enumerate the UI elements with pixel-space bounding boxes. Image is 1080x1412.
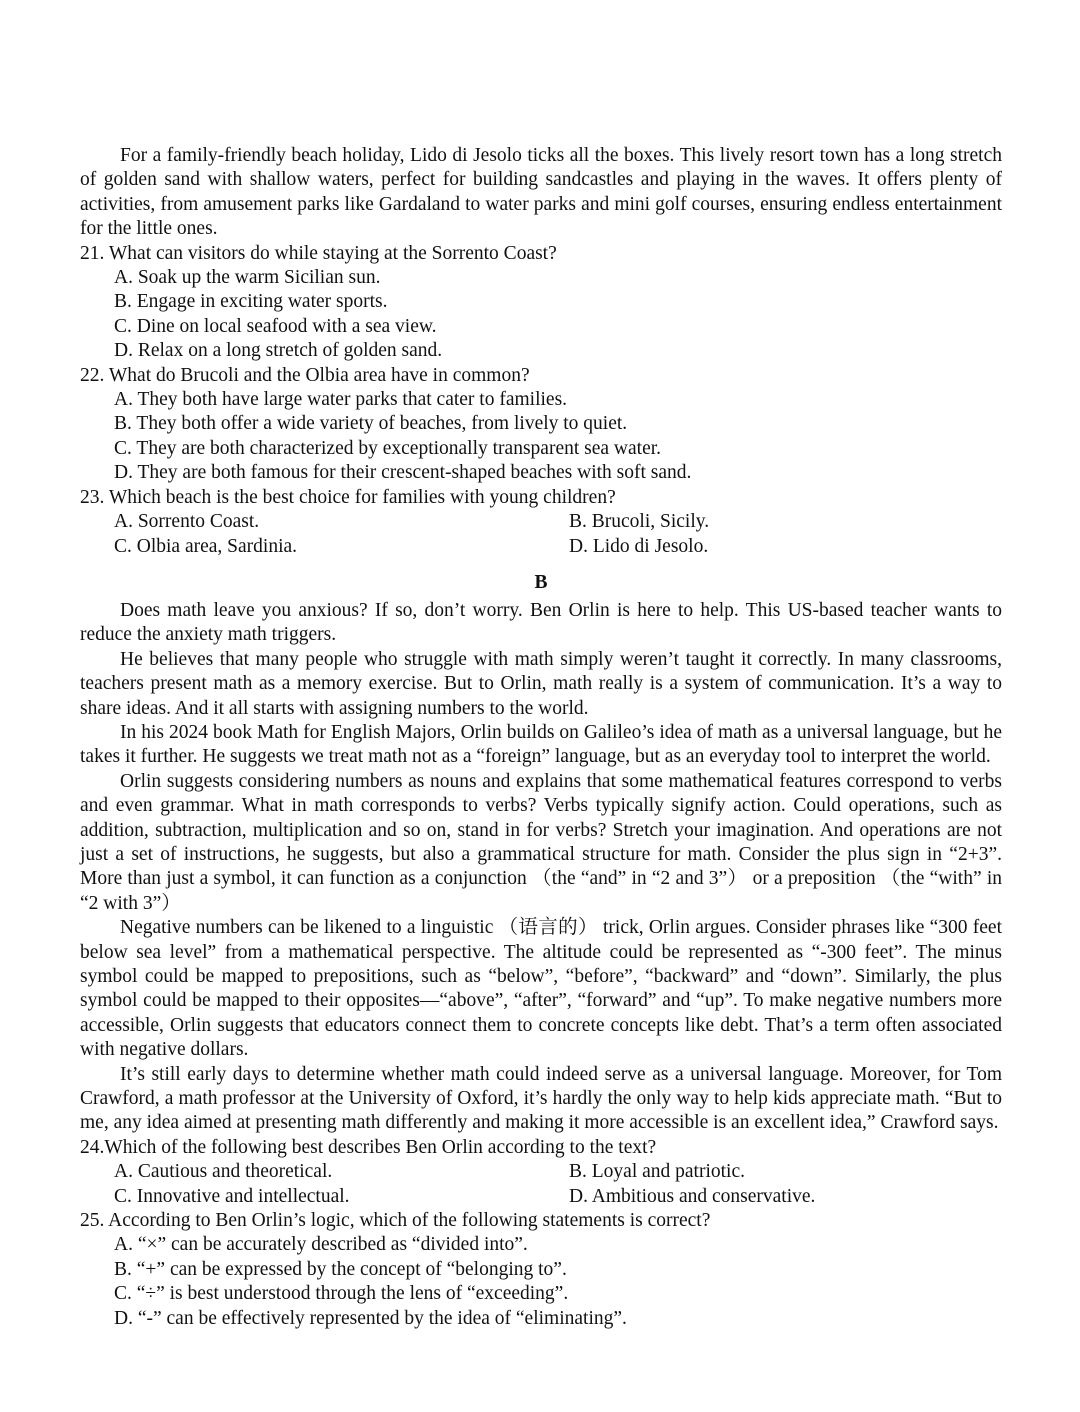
option-b: B. Brucoli, Sicily. [569,511,710,533]
option-d: D. “-” can be effectively represented by the idea of “eliminating”. [114,1307,627,1329]
question-stem: 24.Which of the following best describes Ben Orlin according to the text? [80,1136,657,1158]
option-a: A. “×” can be accurately described as “divided into”. [114,1234,528,1256]
option-c: C. Innovative and intellectual. [114,1185,350,1207]
section-b-paragraph: Negative numbers can be likened to a linguistic （语言的） trick, Orlin argues. Consider phrases like “300 feet below sea level” from a mathematical perspective. The altitude could be represented as “-300 feet”. The minus symbol could be mapped to prepositions, such as “below”, “before”, “backward” and “down”. Similarly, the plus symbol could be mapped to their opposites—“above”, “after”, “forward” and “up”. To make negative numbers more accessible, Orlin suggests that educators connect them to concrete concepts like debt. That’s a term often associated with negative dollars. [80,917,1002,1061]
option-c: C. They are both characterized by exceptionally transparent sea water. [114,437,662,459]
question-25 [80,1209,1002,1331]
option-c: C. Olbia area, Sardinia. [114,535,298,557]
section-b-title: B [534,571,548,593]
option-a: A. Sorrento Coast. [114,511,260,533]
question-stem: 25. According to Ben Orlin’s logic, which of the following statements is correct? [80,1210,711,1232]
option-d: D. Lido di Jesolo. [569,535,709,557]
option-c: C. Dine on local seafood with a sea view. [114,315,437,337]
option-d: D. They are both famous for their crescent-shaped beaches with soft sand. [114,462,692,484]
question-stem: 23. Which beach is the best choice for families with young children? [80,486,616,508]
section-b-paragraph: It’s still early days to determine whether math could indeed serve as a universal language. Moreover, for Tom Crawford, a math professor at the University of Oxford, it’s hardly the only way to help kids appreciate math. “But to me, any idea aimed at presenting math differently and making it more accessible is an excellent idea,” Crawford says. [80,1063,1002,1134]
option-row [114,1185,1002,1209]
option-d: D. Ambitious and conservative. [569,1185,816,1207]
section-b-paragraph: Orlin suggests considering numbers as nouns and explains that some mathematical features correspond to verbs and even grammar. What in math corresponds to verbs? Verbs typically signify action. Could operations, such as addition, subtraction, multiplication and so on, stand in for verbs? Stretch your imagination. And operations are not just a set of instructions, he suggests, but also a grammatical structure for math. Consider the plus sign in “2+3”. More than just a symbol, it can function as a conjunction （the “and” in “2 and 3”） or a preposition （the “with” in “2 with 3”） [80,770,1002,914]
question-stem: 21. What can visitors do while staying at the Sorrento Coast? [80,242,557,264]
option-b: B. Loyal and patriotic. [569,1161,745,1183]
question-24 [80,1136,1002,1209]
question-22 [80,364,1002,486]
section-b-paragraph: Does math leave you anxious? If so, don’t worry. Ben Orlin is here to help. This US-based teacher wants to reduce the anxiety math triggers. [80,599,1002,646]
option-d: D. Relax on a long stretch of golden sand. [114,340,443,362]
section-b-paragraph: In his 2024 book Math for English Majors, Orlin builds on Galileo’s idea of math as a universal language, but he takes it further. He suggests we treat math not as a “foreign” language, but as an everyday tool to interpret the world. [80,721,1002,768]
option-row [114,510,1002,534]
option-row [114,1160,1002,1184]
option-a: A. Cautious and theoretical. [114,1161,333,1183]
option-c: C. “÷” is best understood through the lens of “exceeding”. [114,1283,569,1305]
exam-page [80,144,1002,1331]
passage-a-paragraph: For a family-friendly beach holiday, Lido di Jesolo ticks all the boxes. This lively resort town has a long stretch of golden sand with shallow waters, perfect for building sandcastles and playing in the waves. It offers plenty of activities, from amusement parks like Gardaland to water parks and mini golf courses, ensuring endless entertainment for the little ones. [80,145,1002,240]
section-b-paragraph: He believes that many people who struggle with math simply weren’t taught it correctly. In many classrooms, teachers present math as a memory exercise. But to Orlin, math really is a system of communication. It’s a way to share ideas. And it all starts with assigning numbers to the world. [80,648,1002,719]
option-a: A. They both have large water parks that cater to families. [114,389,568,411]
question-23 [80,486,1002,559]
option-b: B. Engage in exciting water sports. [114,291,388,313]
question-stem: 22. What do Brucoli and the Olbia area have in common? [80,364,530,386]
option-b: B. “+” can be expressed by the concept of “belonging to”. [114,1258,567,1280]
option-row [114,535,1002,559]
option-a: A. Soak up the warm Sicilian sun. [114,267,381,289]
option-b: B. They both offer a wide variety of beaches, from lively to quiet. [114,413,628,435]
question-21 [80,242,1002,364]
